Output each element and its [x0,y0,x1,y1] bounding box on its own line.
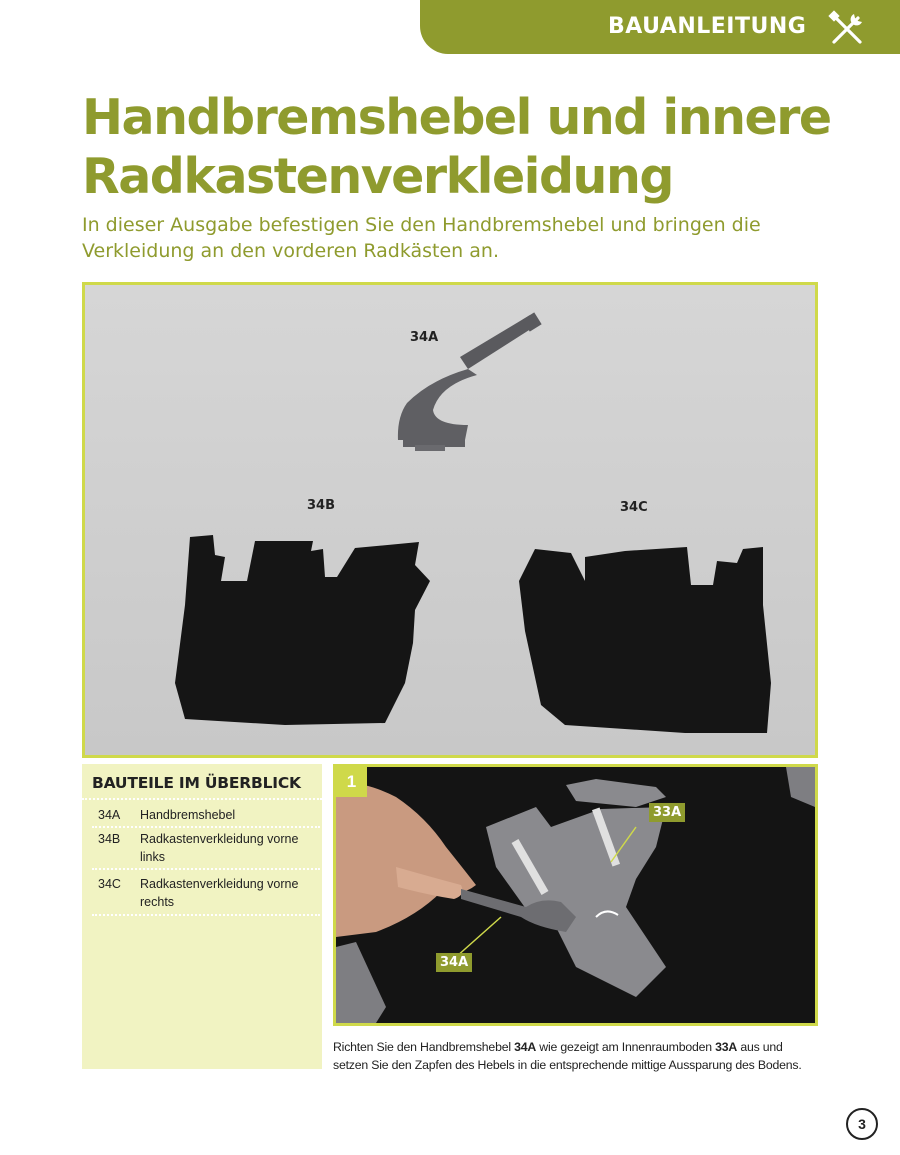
part-code: 34B [98,832,121,846]
callout-33a: 33A [649,803,685,822]
step-caption [333,1038,818,1074]
step-1-photo [333,764,818,1026]
page-title: Handbremshebel und innere Radkastenverkleidung [82,89,831,205]
part-name: Radkastenverkleidung vorne links [140,832,299,864]
caption-text: Richten Sie den Handbremshebel [333,1040,515,1054]
parts-overview-panel [82,764,322,1069]
parts-illustration [85,285,815,755]
tools-icon [828,10,866,48]
caption-part-ref: 33A [715,1040,738,1054]
part-code: 34C [98,877,121,891]
step-number: 1 [336,767,367,797]
section-label: BAUANLEITUNG [608,14,807,39]
wheel-liner-right-part [519,547,771,733]
label-34a: 34A [410,330,439,345]
step-illustration [336,767,815,1023]
divider [92,914,320,916]
parts-overview-title: BAUTEILE IM ÜBERBLICK [92,774,301,792]
label-34b: 34B [307,498,335,513]
parts-photo [82,282,818,758]
intro-text: In dieser Ausgabe befestigen Sie den Handbremshebel und bringen die Verkleidung an den vorderen Radkästen an. [82,214,761,262]
caption-text: aus und setzen Sie den Zapfen des Hebels in die entsprechende mittige Aussparung des Bodens. [333,1040,802,1072]
part-name: Handbremshebel [140,808,236,822]
divider [92,826,320,828]
caption-text: wie gezeigt am Innenraumboden [536,1040,716,1054]
caption-part-ref: 34A [514,1040,537,1054]
divider [82,798,322,800]
page-number: 3 [846,1108,878,1140]
wheel-liner-left-part [175,535,430,725]
label-34c: 34C [620,500,648,515]
divider [92,868,320,870]
part-name: Radkastenverkleidung vorne rechts [140,877,299,909]
part-code: 34A [98,808,121,822]
callout-34a: 34A [436,953,472,972]
